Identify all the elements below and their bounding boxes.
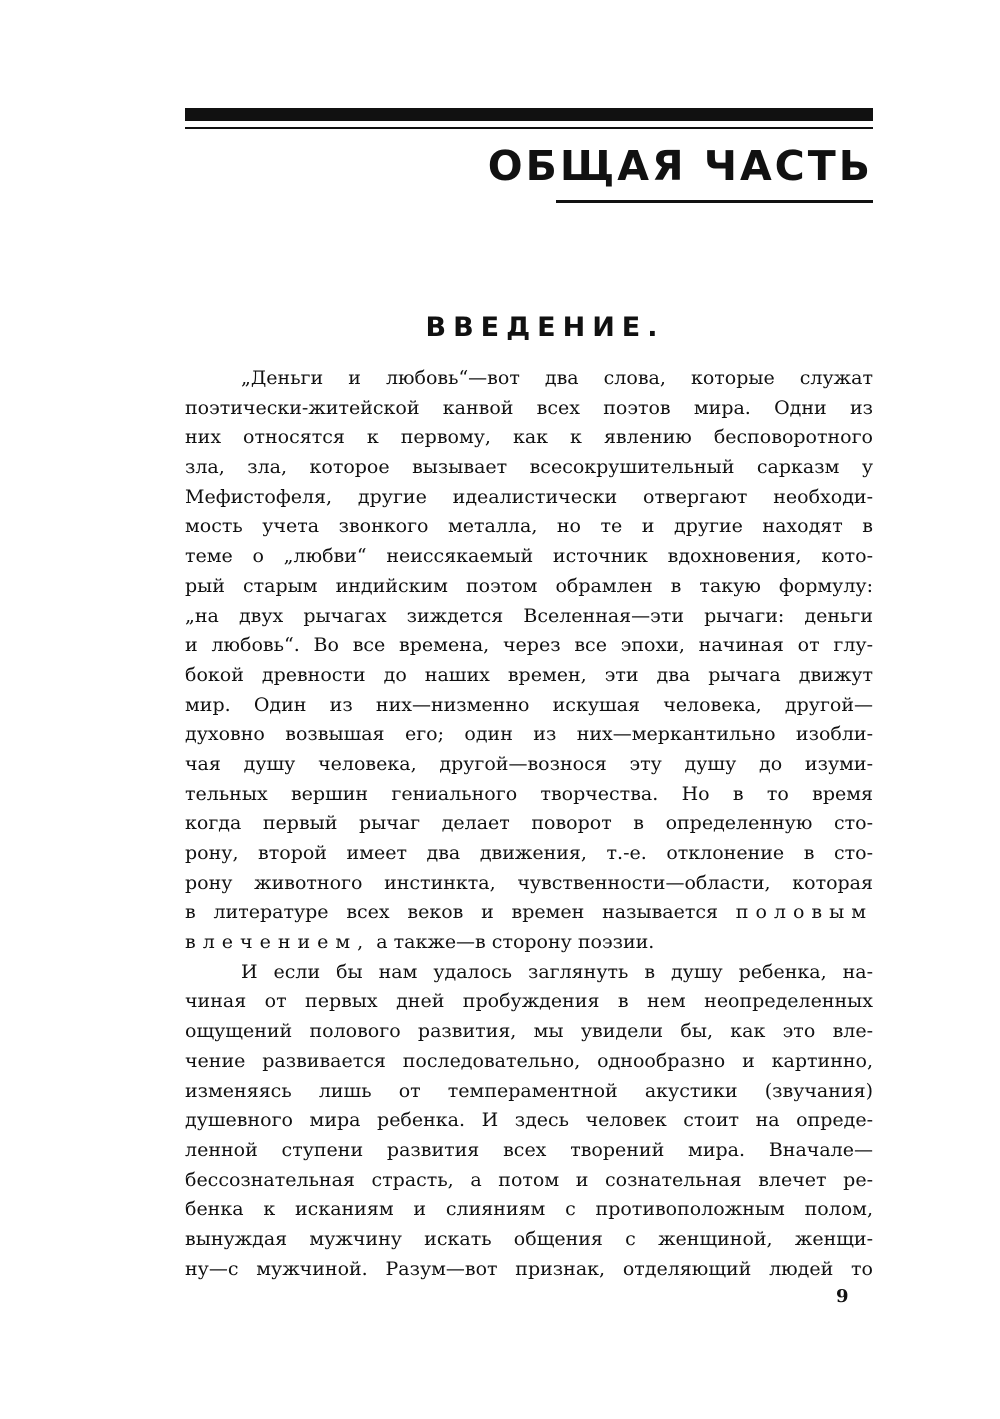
text-line: тельных вершин гениального творчества. Но в то время <box>185 782 873 805</box>
text-line: ну—с мужчиной. Разум—вот признак, отделяющий людей то <box>185 1257 873 1280</box>
text-line: бокой древности до наших времен, эти два рычага движут <box>185 663 873 686</box>
text-line: „на двух рычагах зиждется Вселенная—эти рычаги: деньги <box>185 604 873 627</box>
text-line: рый старым индийским поэтом обрамлен в такую формулу: <box>185 574 873 597</box>
text-line: ленной ступени развития всех творений мира. Вначале— <box>185 1138 873 1161</box>
paragraph-1 <box>185 364 873 958</box>
text-line: теме о „любви“ неиссякаемый источник вдохновения, кото- <box>185 545 873 568</box>
paragraph-2 <box>185 958 873 1285</box>
text-line: бессознательная страсть, а потом и сознательная влечет ре- <box>185 1168 873 1191</box>
text-line: когда первый рычаг делает поворот в определенную сто- <box>185 812 873 835</box>
page-number: 9 <box>836 1286 849 1307</box>
text-line: чая душу человека, другой—вознося эту душу до изуми- <box>185 752 873 775</box>
text-line: изменяясь лишь от темпераментной акустики (звучания) <box>185 1079 873 1102</box>
text-line: и любовь“. Во все времена, через все эпохи, начиная от глу- <box>185 634 873 657</box>
text-line: Мефистофеля, другие идеалистически отвергают необходи- <box>185 485 873 508</box>
text-segment: а также—в сторону поэзии. <box>370 931 655 954</box>
text-line: рону, второй имеет два движения, т.-е. отклонение в сто- <box>185 842 873 864</box>
text-line: душевного мира ребенка. И здесь человек стоит на опреде- <box>185 1109 873 1132</box>
text-line: мость учета звонкого металла, но те и другие находят в <box>185 515 873 538</box>
part-title: ОБЩАЯ ЧАСТЬ <box>487 142 873 190</box>
text-line: „Деньги и любовь“—вот два слова, которые служат <box>241 367 873 389</box>
text-line: духовно возвышая его; один из них—меркантильно изобли- <box>185 723 873 746</box>
text-segment: в литературе всех веков и времен называется <box>185 901 718 924</box>
body-text <box>185 364 873 1284</box>
text-line: них относятся к первому, как к явлению бесповоротного <box>185 426 873 449</box>
spaced-emphasis: влечением, <box>185 931 371 954</box>
part-title-underline <box>556 200 873 203</box>
text-line: вынуждая мужчину искать общения с женщиной, женщи- <box>185 1227 873 1250</box>
text-line: И если бы нам удалось заглянуть в душу ребенка, на- <box>241 960 873 983</box>
text-line: ощущений полового развития, мы увидели бы, как это вле- <box>185 1020 873 1043</box>
text-line: чение развивается последовательно, однообразно и картинно, <box>185 1049 873 1072</box>
text-line: поэтически-житейской канвой всех поэтов мира. Одни из <box>185 396 873 419</box>
text-line: чиная от первых дней пробуждения в нем неопределенных <box>185 990 873 1013</box>
text-line: мир. Один из них—низменно искушая человека, другой— <box>185 693 873 716</box>
text-line-mixed <box>185 928 873 958</box>
header-rule-thin <box>185 127 873 129</box>
section-title: ВВЕДЕНИЕ. <box>425 312 665 343</box>
text-line-mixed <box>185 898 873 928</box>
text-line: бенка к исканиям и слияниям с противоположным полом, <box>185 1198 873 1221</box>
spaced-emphasis: половым <box>735 901 873 924</box>
text-line: зла, зла, которое вызывает всесокрушительный сарказм у <box>185 456 873 479</box>
text-line: рону животного инстинкта, чувственности—области, которая <box>185 871 873 894</box>
header-rule-thick <box>185 108 873 121</box>
